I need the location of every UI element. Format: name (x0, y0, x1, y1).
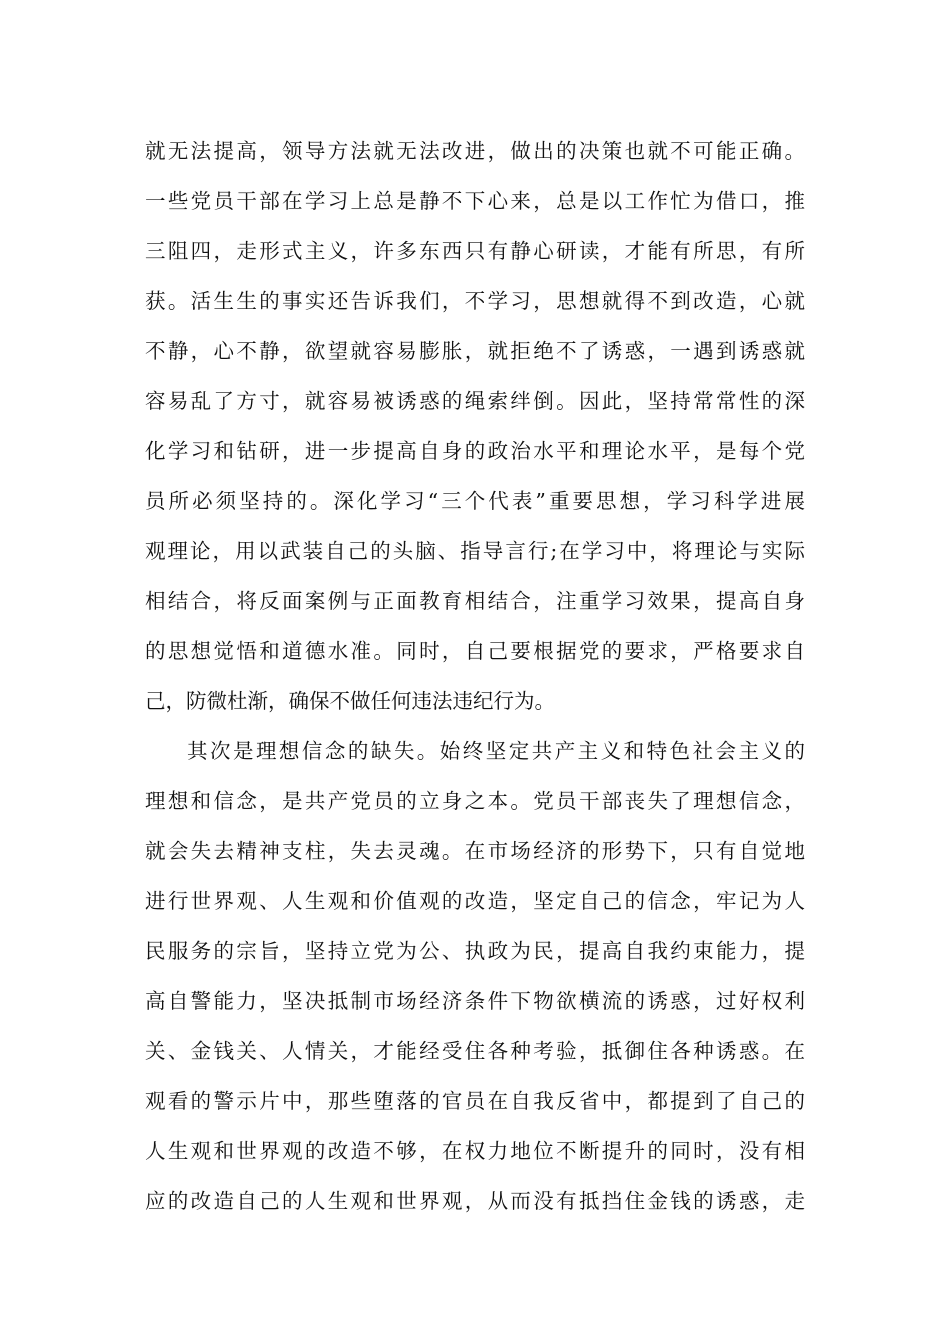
text-line: 就会失去精神支柱，失去灵魂。在市场经济的形势下，只有自觉地 (145, 839, 805, 863)
text-line: 观理论，用以武装自己的头脑、指导言行;在学习中，将理论与实际 (145, 539, 805, 563)
paragraph-first-line: 其次是理想信念的缺失。始终坚定共产主义和特色社会主义的 (187, 739, 805, 763)
text-line: 观看的警示片中，那些堕落的官员在自我反省中，都提到了自己的 (145, 1089, 805, 1113)
text-line: 民服务的宗旨，坚持立党为公、执政为民，提高自我约束能力，提 (145, 939, 805, 963)
text-line: 一些党员干部在学习上总是静不下心来，总是以工作忙为借口，推 (145, 189, 805, 213)
text-line: 高自警能力，坚决抵制市场经济条件下物欲横流的诱惑，过好权利 (145, 989, 805, 1013)
text-line: 不静，心不静，欲望就容易膨胀，就拒绝不了诱惑，一遇到诱惑就 (145, 339, 805, 363)
text-line: 相结合，将反面案例与正面教育相结合，注重学习效果，提高自身 (145, 589, 805, 613)
text-line: 理想和信念，是共产党员的立身之本。党员干部丧失了理想信念， (145, 789, 805, 813)
text-line: 化学习和钻研，进一步提高自身的政治水平和理论水平，是每个党 (145, 439, 805, 463)
paragraph-last-line: 己，防微杜渐，确保不做任何违法违纪行为。 (145, 689, 555, 713)
text-line: 关、金钱关、人情关，才能经受住各种考验，抵御住各种诱惑。在 (145, 1039, 805, 1063)
text-line: 应的改造自己的人生观和世界观，从而没有抵挡住金钱的诱惑，走 (145, 1189, 805, 1213)
text-line: 就无法提高，领导方法就无法改进，做出的决策也就不可能正确。 (145, 139, 805, 163)
text-line: 的思想觉悟和道德水准。同时，自己要根据党的要求，严格要求自 (145, 639, 805, 663)
text-line: 三阻四，走形式主义，许多东西只有静心研读，才能有所思，有所 (145, 239, 805, 263)
text-line: 获。活生生的事实还告诉我们，不学习，思想就得不到改造，心就 (145, 289, 805, 313)
text-line: 进行世界观、人生观和价值观的改造，坚定自己的信念，牢记为人 (145, 889, 805, 913)
text-line: 容易乱了方寸，就容易被诱惑的绳索绊倒。因此，坚持常常性的深 (145, 389, 805, 413)
text-line: 员所必须坚持的。深化学习“三个代表”重要思想，学习科学进展 (145, 489, 805, 513)
text-line: 人生观和世界观的改造不够，在权力地位不断提升的同时，没有相 (145, 1139, 805, 1163)
body-text (145, 126, 805, 1226)
